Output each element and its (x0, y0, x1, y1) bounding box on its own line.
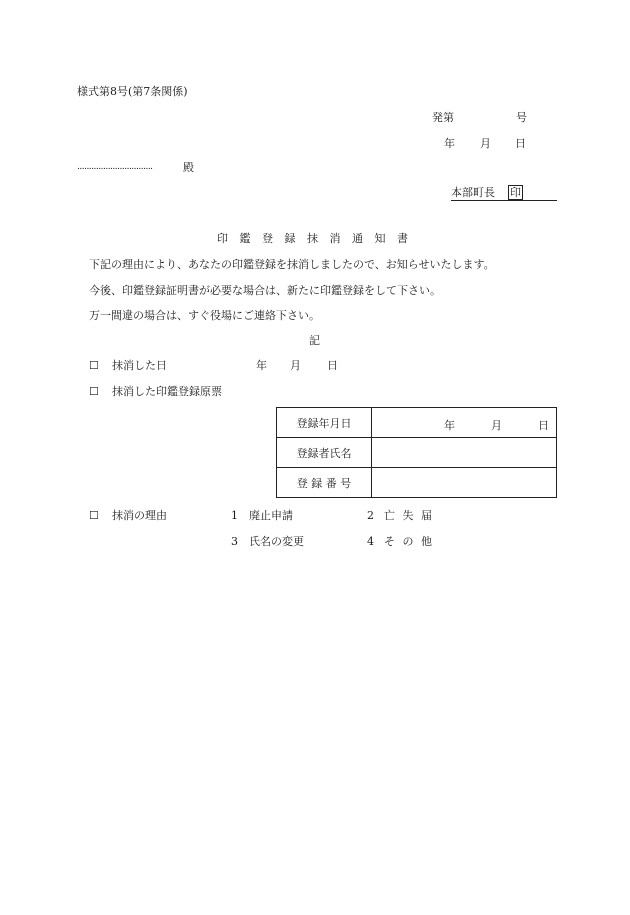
seal-stamp: 印 (510, 186, 521, 199)
table-label-date: 登録年月日 (277, 408, 372, 438)
table-row (277, 408, 557, 438)
table-value-date (372, 408, 557, 438)
date-year: 年 (444, 137, 455, 150)
body-line-1: 下記の理由により、あなたの印鑑登録を抹消しましたので、お知らせいたします。 (89, 258, 495, 271)
checkbox-icon[interactable]: ☐ (89, 385, 99, 398)
reason-2-num: 2 (367, 509, 374, 522)
table-value-name (372, 438, 557, 468)
table-row (277, 438, 557, 468)
issuer-title: 本部町長 (451, 186, 495, 199)
reason-3-num: 3 (231, 535, 238, 548)
item1-label: 抹消した日 (112, 359, 167, 372)
table-label-number: 登 録 番 号 (277, 468, 372, 498)
date-month: 月 (480, 137, 491, 150)
ki-heading: 記 (309, 334, 320, 347)
reason-4-text: そ の 他 (384, 535, 432, 548)
reason-1-num: 1 (231, 509, 238, 522)
item1-day: 日 (327, 359, 338, 372)
addressee-line: ................................ (77, 162, 153, 172)
table-date-day: 日 (538, 419, 549, 432)
checkbox-icon[interactable]: ☐ (89, 509, 99, 522)
reason-3-text: 氏名の変更 (249, 535, 304, 548)
table-date-month: 月 (491, 419, 502, 432)
reason-4-num: 4 (367, 535, 374, 548)
document-title: 印 鑑 登 録 抹 消 通 知 書 (217, 232, 409, 245)
table-value-number (372, 468, 557, 498)
reason-2-text: 亡 失 届 (384, 509, 432, 522)
addressee-honorific: 殿 (183, 161, 194, 174)
issuer-block (451, 185, 557, 201)
item2-label: 抹消した印鑑登録原票 (112, 385, 222, 398)
reason-1-text: 廃止申請 (249, 509, 293, 522)
item3-label: 抹消の理由 (112, 509, 167, 522)
date-day: 日 (515, 137, 526, 150)
table-date-year: 年 (444, 419, 455, 432)
item1-month: 月 (290, 359, 301, 372)
table-row (277, 468, 557, 498)
registration-table (276, 407, 557, 498)
body-line-2: 今後、印鑑登録証明書が必要な場合は、新たに印鑑登録をして下さい。 (89, 284, 441, 297)
table-label-name: 登録者氏名 (277, 438, 372, 468)
body-line-3: 万一間違の場合は、すぐ役場にご連絡下さい。 (89, 309, 320, 322)
form-label: 様式第8号(第7条関係) (77, 85, 188, 98)
issue-number-label: 発第 (432, 111, 454, 124)
checkbox-icon[interactable]: ☐ (89, 359, 99, 372)
item1-year: 年 (256, 359, 267, 372)
issue-number-suffix: 号 (516, 111, 527, 124)
